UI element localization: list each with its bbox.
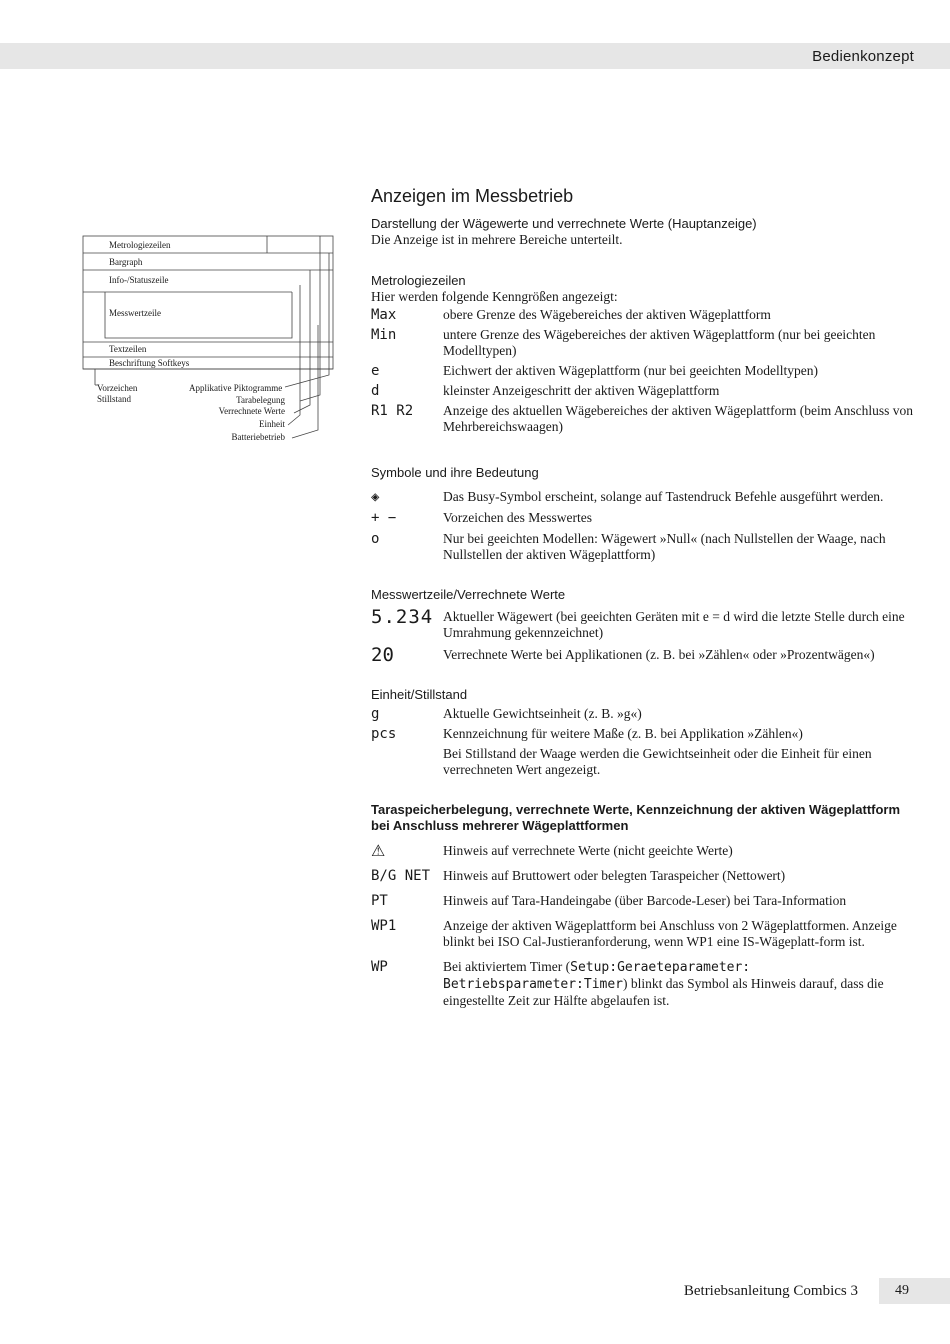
label-batteriebetrieb: Batteriebetrieb (231, 432, 285, 442)
metrologie-row (371, 383, 916, 399)
label-messwertzeile: Messwertzeile (109, 308, 161, 318)
symbol-min: Min (371, 327, 397, 343)
empty-symbol (371, 746, 443, 778)
symbole-row (371, 531, 916, 563)
einheit-row (371, 706, 916, 722)
symbol-r1r2: R1 R2 (371, 403, 414, 419)
metrologie-heading: Metrologiezeilen (371, 273, 466, 288)
symbol-d: d (371, 383, 380, 399)
label-piktogramme: Applikative Piktogramme (189, 383, 283, 393)
row-desc: Hinweis auf Tara-Handeingabe (über Barcode-Leser) bei Tara-Information (443, 893, 847, 908)
row-desc: Anzeige der aktiven Wägeplattform bei Anschluss von 2 Wägeplattformen. Anzeige blinkt bei ISO Cal-Justieranforderung, wenn WP1 eine IS-Wägeplatt-form ist. (443, 918, 897, 949)
label-metrologiezeilen: Metrologiezeilen (109, 240, 171, 250)
label-stillstand: Stillstand (97, 394, 132, 404)
row-desc: Hinweis auf Bruttowert oder belegten Taraspeicher (Nettowert) (443, 868, 786, 883)
metrologie-row (371, 327, 916, 359)
tara-row (371, 918, 916, 950)
wp-desc-post: ) blinkt das Symbol als Hinweis darauf, dass die eingestellte Zeit zur Hälfte abgelaufen ist. (443, 976, 884, 1008)
label-verrechnete-werte: Verrechnete Werte (218, 406, 285, 416)
tara-row (371, 868, 916, 884)
unit-pcs-icon: pcs (371, 726, 397, 742)
intro-text: Die Anzeige ist in mehrere Bereiche unterteilt. (371, 232, 623, 247)
page-number: 49 (895, 1283, 909, 1298)
row-desc: Bei Stillstand der Waage werden die Gewichtseinheit oder die Einheit für einen verrechneten Wert angezeigt. (443, 746, 872, 777)
label-vorzeichen: Vorzeichen (97, 383, 138, 393)
wp-desc-pre: Bei aktiviertem Timer ( (443, 959, 571, 974)
label-einheit: Einheit (259, 419, 285, 429)
symbol-max: Max (371, 307, 397, 323)
symbol-e: e (371, 363, 380, 379)
tara-heading: Taraspeicherbelegung, verrechnete Werte, Kennzeichnung der aktiven Wägeplattform bei Anschluss mehrerer Wägeplattformen (371, 802, 901, 833)
unit-g-icon: g (371, 706, 380, 722)
wp-icon: WP (371, 959, 388, 975)
warning-icon: ⚠ (371, 841, 386, 860)
row-desc: Kennzeichnung für weitere Maße (z. B. bei Applikation »Zählen«) (443, 726, 803, 741)
row-desc: Aktuelle Gewichtseinheit (z. B. »g«) (443, 706, 642, 721)
einheit-row (371, 726, 916, 742)
symbole-row (371, 510, 916, 526)
wp-code: Setup:Geraeteparameter: Betriebsparameter:Timer (443, 960, 751, 992)
symbole-heading: Symbole und ihre Bedeutung (371, 465, 539, 480)
tara-row (371, 959, 916, 1009)
sign-icon: + − (371, 510, 397, 526)
main-content (371, 186, 916, 1009)
messwert-row (371, 606, 916, 641)
messwert-row (371, 644, 916, 666)
einheit-heading: Einheit/Stillstand (371, 687, 468, 702)
row-desc: Verrechnete Werte bei Applikationen (z. B. bei »Zählen« oder »Prozentwägen«) (443, 647, 875, 662)
section-title: Bedienkonzept (812, 48, 914, 65)
intro-heading: Darstellung der Wägewerte und verrechnete Werte (Hauptanzeige) (371, 216, 757, 231)
row-desc: Anzeige des aktuellen Wägebereiches der aktiven Wägeplattform (beim Anschluss von Mehrbereichswaagen) (443, 403, 913, 434)
row-desc: Vorzeichen des Messwertes (443, 510, 592, 525)
row-desc: kleinster Anzeigeschritt der aktiven Wägeplattform (443, 383, 720, 398)
metrologie-row (371, 363, 916, 379)
row-desc: untere Grenze des Wägebereiches der aktiven Wägeplattform (nur bei geeichten Modelltypen) (443, 327, 876, 358)
row-desc: Das Busy-Symbol erscheint, solange auf Tastendruck Befehle ausgeführt werden. (443, 489, 884, 504)
footer-page-box (879, 1278, 950, 1304)
header-band (0, 43, 950, 69)
footer-text: Betriebsanleitung Combics 3 (683, 1283, 858, 1299)
tara-row (371, 893, 916, 909)
label-textzeilen: Textzeilen (109, 344, 147, 354)
tara-row (371, 843, 916, 859)
row-desc: obere Grenze des Wägebereiches der aktiven Wägeplattform (443, 307, 771, 322)
metrologie-row (371, 403, 916, 435)
row-desc: Aktueller Wägewert (bei geeichten Geräten mit e = d wird die letzte Stelle durch eine Umrahmung gekennzeichnet) (443, 609, 905, 640)
symbole-row (371, 489, 916, 505)
brutto-netto-icon: B/G NET (371, 868, 431, 884)
pt-icon: PT (371, 893, 388, 909)
row-desc (443, 959, 916, 1009)
label-softkeys: Beschriftung Softkeys (109, 358, 190, 368)
label-tarabelegung: Tarabelegung (236, 395, 285, 405)
row-desc: Eichwert der aktiven Wägeplattform (nur bei geeichten Modelltypen) (443, 363, 818, 378)
einheit-row (371, 746, 916, 778)
zero-icon: o (371, 531, 380, 547)
label-info-statuszeile: Info-/Statuszeile (109, 275, 169, 285)
messwert-heading: Messwertzeile/Verrechnete Werte (371, 587, 566, 602)
row-desc: Nur bei geeichten Modellen: Wägewert »Null« (nach Nullstellen der Waage, nach Nullstellen der aktiven Wägeplattform) (443, 531, 886, 562)
row-desc: Hinweis auf verrechnete Werte (nicht geeichte Werte) (443, 843, 733, 858)
busy-icon: ◈ (371, 489, 380, 505)
metrologie-intro: Hier werden folgende Kenngrößen angezeigt: (371, 289, 618, 304)
metrologie-row (371, 307, 916, 323)
label-bargraph: Bargraph (109, 257, 143, 267)
computed-display: 20 (371, 644, 394, 666)
display-diagram (82, 235, 342, 455)
page-title: Anzeigen im Messbetrieb (371, 186, 574, 206)
weight-display: 5.234 (371, 606, 434, 628)
wp1-icon: WP1 (371, 918, 397, 934)
